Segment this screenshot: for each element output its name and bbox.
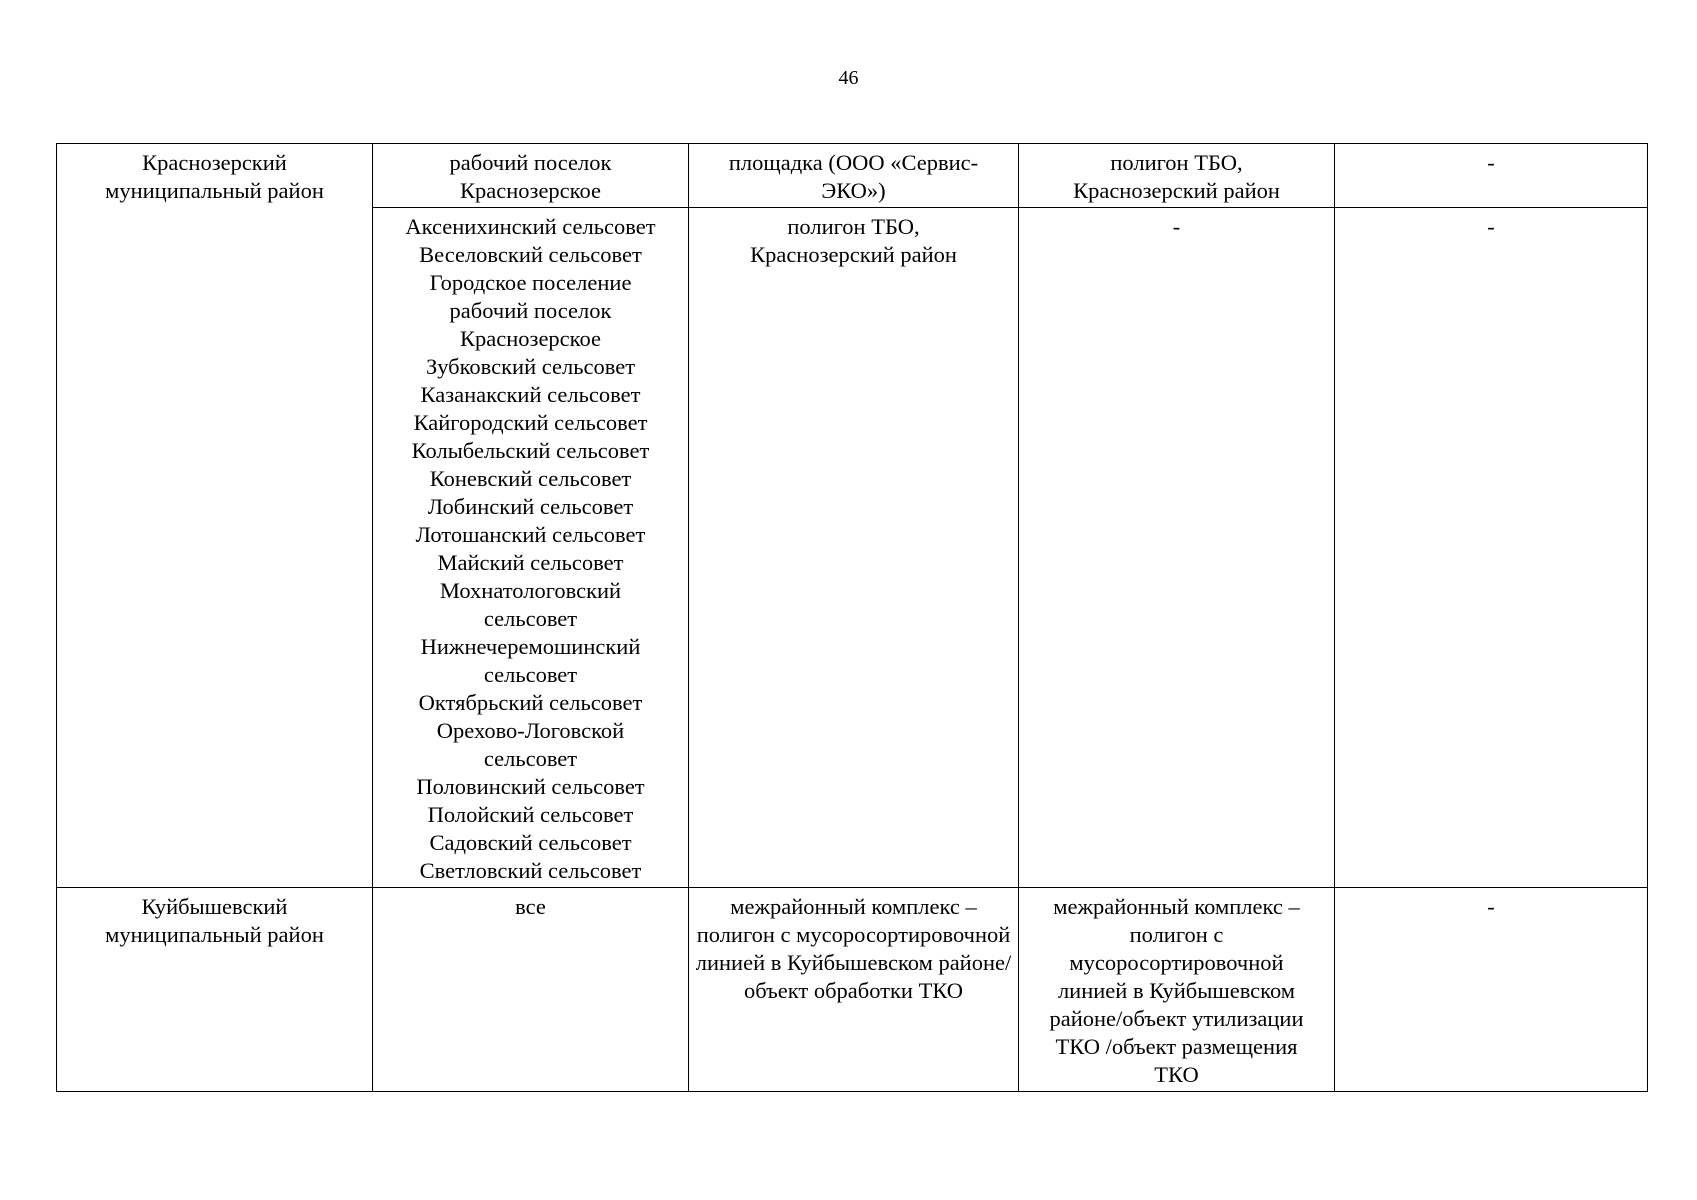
settlement-line: Аксенихинский сельсовет (405, 214, 656, 239)
settlement-line: Лобинский сельсовет (427, 494, 634, 519)
table-row (57, 144, 1648, 208)
settlement-cell (373, 144, 689, 208)
site-name: полигон ТБО, Краснозерский район (750, 214, 957, 267)
facility-cell (1019, 208, 1335, 888)
extra-value: - (1487, 150, 1495, 175)
site-cell (689, 888, 1019, 1092)
settlement-line: Городское поселение (429, 270, 632, 295)
settlement-line: Казанакский сельсовет (420, 382, 641, 407)
extra-cell (1335, 144, 1648, 208)
district-cell (57, 144, 373, 888)
settlement-line: Колыбельский сельсовет (411, 438, 650, 463)
settlement-line: сельсовет (483, 662, 578, 687)
facility-name: межрайонный комплекс – полигон с мусоросортировочной линией в Куйбышевском районе/объект утилизации ТКО /объект размещения ТКО (1049, 894, 1304, 1087)
table-row (57, 888, 1648, 1092)
extra-value: - (1487, 214, 1495, 239)
settlement-line: Зубковский сельсовет (425, 354, 636, 379)
extra-cell (1335, 888, 1648, 1092)
settlement-name: рабочий поселок Краснозерское (449, 150, 612, 203)
settlement-line: Кайгородский сельсовет (413, 410, 648, 435)
site-cell (689, 144, 1019, 208)
settlement-line: сельсовет (483, 606, 578, 631)
settlement-line: Краснозерское (460, 326, 601, 351)
settlement-cell (373, 888, 689, 1092)
settlement-line: Нижнечеремошинский (420, 634, 641, 659)
waste-facilities-table (56, 143, 1648, 1092)
settlement-line: сельсовет (483, 746, 578, 771)
settlement-name: все (515, 894, 546, 919)
facility-name: полигон ТБО, Краснозерский район (1073, 150, 1280, 203)
facility-value: - (1172, 214, 1181, 239)
extra-value: - (1487, 894, 1495, 919)
district-name: Куйбышевский муниципальный район (105, 894, 324, 947)
facility-cell (1019, 144, 1335, 208)
settlement-line: Половинский сельсовет (416, 774, 645, 799)
settlement-line: рабочий поселок (449, 298, 612, 323)
district-name: Краснозерский муниципальный район (105, 150, 324, 203)
facility-cell (1019, 888, 1335, 1092)
settlement-line: Светловский сельсовет (419, 858, 642, 883)
site-name: площадка (ООО «Сервис-ЭКО») (728, 150, 979, 203)
settlement-line: Садовский сельсовет (429, 830, 632, 855)
settlement-list-cell (373, 208, 689, 888)
page-number: 46 (838, 67, 859, 89)
settlement-line: Мохнатологовский (439, 578, 622, 603)
settlement-line: Веселовский сельсовет (419, 242, 642, 267)
settlement-line: Октябрьский сельсовет (418, 690, 643, 715)
settlement-line: Лотошанский сельсовет (415, 522, 646, 547)
settlement-line: Орехово-Логовской (436, 718, 625, 743)
settlement-line: Коневский сельсовет (429, 466, 632, 491)
site-cell (689, 208, 1019, 888)
settlement-line: Майский сельсовет (437, 550, 624, 575)
extra-cell (1335, 208, 1648, 888)
settlement-line: Полойский сельсовет (427, 802, 634, 827)
site-name: межрайонный комплекс – полигон с мусоросортировочной линией в Куйбышевском районе/объект обработки ТКО (695, 894, 1012, 1003)
district-cell (57, 888, 373, 1092)
